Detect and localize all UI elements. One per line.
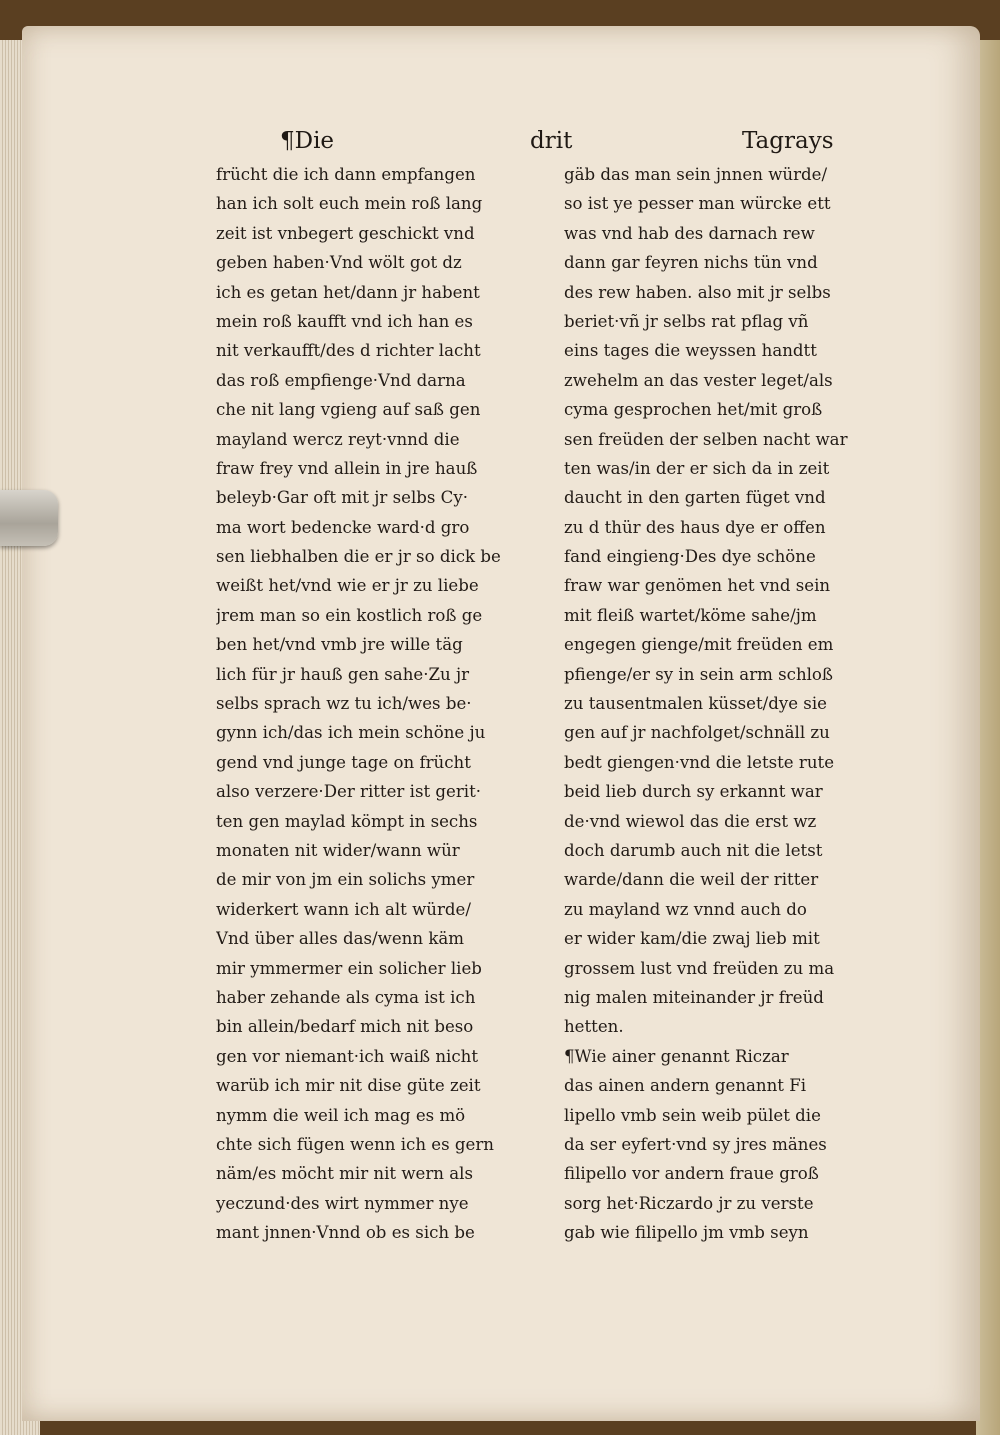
- text-line: ben het/vnd vmb jre wille täg: [216, 635, 463, 655]
- text-line: ten gen maylad kömpt in sechs: [216, 811, 478, 831]
- text-line: ten was/in der er sich da in zeit: [564, 458, 830, 478]
- text-line: cyma gesprochen het/mit groß: [564, 400, 823, 420]
- text-line: das roß empfienge·Vnd darna: [216, 370, 466, 390]
- text-line: warde/dann die weil der ritter: [564, 870, 819, 890]
- page-clip: [0, 490, 58, 546]
- header-right: Tagrays: [742, 128, 834, 154]
- text-line: weißt het/vnd wie er jr zu liebe: [216, 576, 479, 596]
- text-line: chte sich fügen wenn ich es gern: [216, 1134, 494, 1154]
- text-line: nig malen miteinander jr freüd: [564, 987, 824, 1007]
- text-line: gend vnd junge tage on frücht: [216, 752, 471, 772]
- text-line: beleyb·Gar oft mit jr selbs Cy·: [216, 488, 469, 508]
- text-line: sorg het·Riczardo jr zu verste: [564, 1193, 814, 1213]
- text-line: frücht die ich dann empfangen: [216, 165, 476, 184]
- text-line: gäb das man sein jnnen würde/: [564, 165, 828, 184]
- text-line: doch darumb auch nit die letst: [564, 840, 823, 860]
- running-header: [280, 128, 840, 162]
- text-line: fraw frey vnd allein in jre hauß: [216, 458, 478, 478]
- text-line: ma wort bedencke ward·d gro: [216, 517, 470, 537]
- text-line: mit fleiß wartet/köme sahe/jm: [564, 605, 817, 625]
- text-line: mayland wercz reyt·vnnd die: [216, 429, 460, 449]
- text-line: widerkert wann ich alt würde/: [216, 899, 471, 919]
- text-line: geben haben·Vnd wölt got dz: [216, 253, 462, 273]
- text-line: hetten.: [564, 1017, 624, 1037]
- text-line: zu mayland wz vnnd auch do: [564, 899, 807, 919]
- text-line: zu d thür des haus dye er offen: [564, 517, 826, 537]
- text-line: näm/es möcht mir nit wern als: [216, 1164, 473, 1184]
- text-line: fand eingieng·Des dye schöne: [564, 547, 816, 567]
- text-line: also verzere·Der ritter ist gerit·: [216, 782, 482, 802]
- text-line: ich es getan het/dann jr habent: [216, 282, 480, 302]
- text-line: zwehelm an das vester leget/als: [564, 370, 833, 390]
- text-line: lipello vmb sein weib pület die: [564, 1105, 821, 1125]
- text-line: gynn ich/das ich mein schöne ju: [216, 723, 486, 743]
- text-line: mant jnnen·Vnnd ob es sich be: [216, 1223, 475, 1243]
- header-middle: drit: [530, 128, 573, 154]
- text-line: filipello vor andern fraue groß: [564, 1164, 819, 1184]
- text-line: gab wie filipello jm vmb seyn: [564, 1223, 809, 1243]
- text-line: grossem lust vnd freüden zu ma: [564, 958, 835, 978]
- text-line: bin allein/bedarf mich nit beso: [216, 1017, 474, 1037]
- text-line: Vnd über alles das/wenn käm: [216, 929, 464, 949]
- text-line: warüb ich mir nit dise güte zeit: [216, 1076, 481, 1096]
- text-line: das ainen andern genannt Fi: [564, 1076, 807, 1096]
- right-text-column: [564, 160, 904, 1247]
- text-line: dann gar feyren nichs tün vnd: [564, 253, 818, 273]
- text-line: pfienge/er sy in sein arm schloß: [564, 664, 834, 684]
- header-left: ¶Die: [280, 128, 335, 154]
- text-line: han ich solt euch mein roß lang: [216, 194, 483, 214]
- text-line: ¶Wie ainer genannt Riczar: [564, 1046, 789, 1066]
- text-line: mir ymmermer ein solicher lieb: [216, 958, 482, 978]
- text-line: er wider kam/die zwaj lieb mit: [564, 929, 820, 949]
- text-line: da ser eyfert·vnd sy jres mänes: [564, 1134, 827, 1154]
- text-line: fraw war genömen het vnd sein: [564, 576, 831, 596]
- text-line: daucht in den garten füget vnd: [564, 488, 826, 508]
- text-line: nit verkaufft/des d richter lacht: [216, 341, 481, 361]
- text-line: bedt giengen·vnd die letste rute: [564, 752, 835, 772]
- text-line: so ist ye pesser man würcke ett: [564, 194, 831, 214]
- text-line: lich für jr hauß gen sahe·Zu jr: [216, 664, 470, 684]
- text-line: mein roß kaufft vnd ich han es: [216, 311, 473, 331]
- text-line: beid lieb durch sy erkannt war: [564, 782, 823, 802]
- text-line: monaten nit wider/wann wür: [216, 840, 460, 860]
- text-line: jrem man so ein kostlich roß ge: [216, 605, 483, 625]
- text-line: selbs sprach wz tu ich/wes be·: [216, 694, 472, 714]
- text-line: zu tausentmalen küsset/dye sie: [564, 694, 827, 714]
- text-line: des rew haben. also mit jr selbs: [564, 282, 831, 302]
- text-line: yeczund·des wirt nymmer nye: [216, 1193, 469, 1213]
- text-line: haber zehande als cyma ist ich: [216, 987, 476, 1007]
- text-line: gen auf jr nachfolget/schnäll zu: [564, 723, 830, 743]
- text-line: de mir von jm ein solichs ymer: [216, 870, 475, 890]
- text-line: sen freüden der selben nacht war: [564, 429, 848, 449]
- text-line: zeit ist vnbegert geschickt vnd: [216, 223, 475, 243]
- text-line: nymm die weil ich mag es mö: [216, 1105, 466, 1125]
- text-line: was vnd hab des darnach rew: [564, 223, 815, 243]
- left-text-column: [216, 160, 556, 1247]
- text-line: che nit lang vgieng auf saß gen: [216, 400, 481, 420]
- text-line: beriet·vñ jr selbs rat pflag vñ: [564, 311, 809, 331]
- text-line: sen liebhalben die er jr so dick be: [216, 547, 501, 567]
- text-line: de·vnd wiewol das die erst wz: [564, 811, 817, 831]
- text-line: engegen gienge/mit freüden em: [564, 635, 834, 655]
- text-line: gen vor niemant·ich waiß nicht: [216, 1046, 479, 1066]
- text-line: eins tages die weyssen handtt: [564, 341, 817, 361]
